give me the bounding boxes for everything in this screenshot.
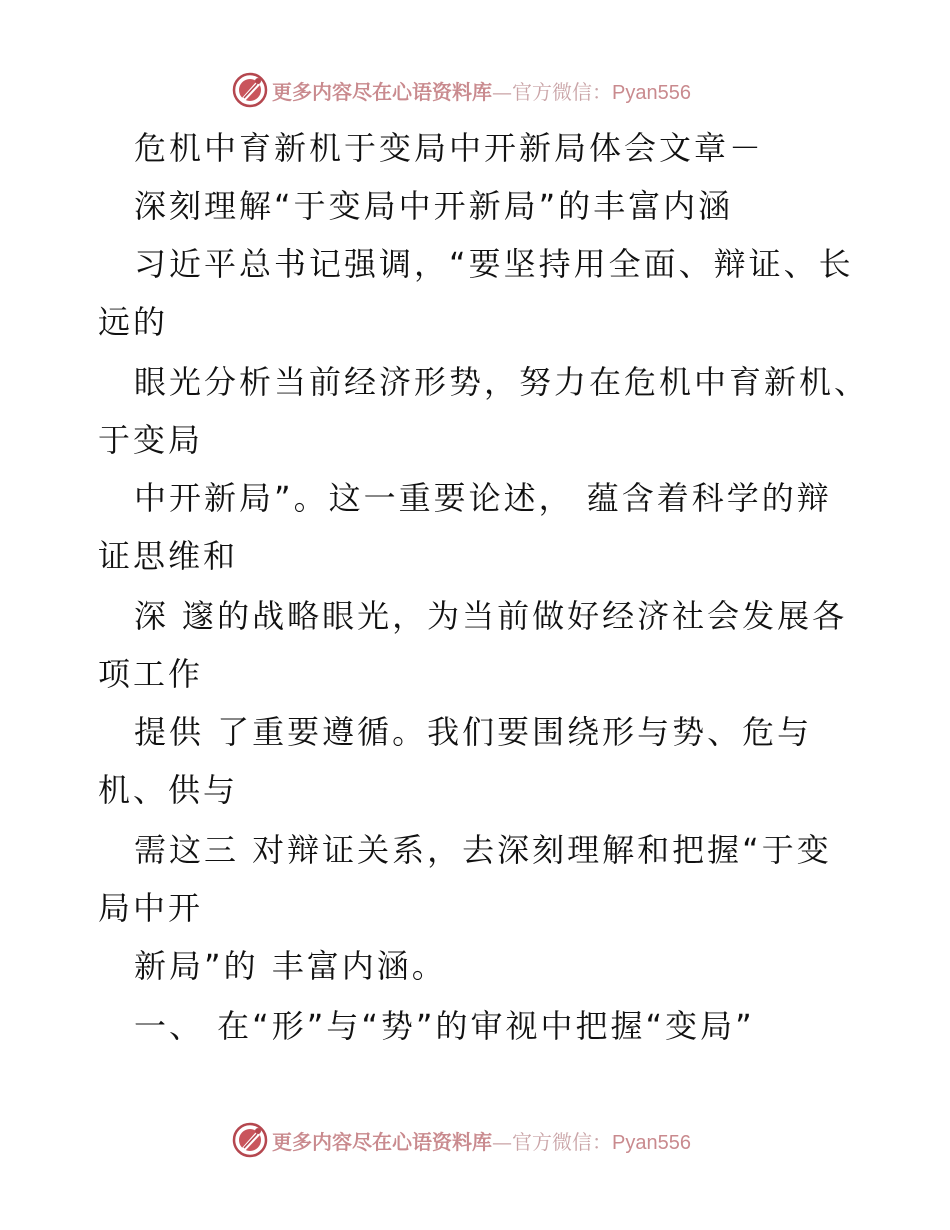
paragraph-line: 新局”的 丰富内涵。 [134, 947, 447, 985]
banner-wechat-label: 官方微信： [512, 79, 612, 104]
paragraph-line: 习近平总书记强调，“要坚持用全面、辩证、长 [134, 245, 854, 283]
banner-separator: — [492, 79, 512, 104]
banner-wechat-handle: Pyan556 [612, 81, 691, 104]
footer-banner [232, 1120, 691, 1160]
paragraph-line: 深 邃的战略眼光，为当前做好经济社会发展各 [134, 597, 848, 635]
banner-separator: — [492, 1129, 512, 1154]
header-banner [232, 70, 691, 110]
banner-brand-text: 更多内容尽在心语资料库 [272, 79, 492, 104]
quill-pen-seal-icon [232, 1122, 268, 1158]
paragraph-line: 机、供与 [98, 771, 239, 809]
quill-pen-seal-icon [232, 72, 268, 108]
paragraph-line: 需这三 对辩证关系，去深刻理解和把握“于变 [134, 831, 832, 869]
document-title-line-2: 深刻理解“于变局中开新局”的丰富内涵 [134, 187, 734, 225]
banner-wechat-label: 官方微信： [512, 1129, 612, 1154]
paragraph-line: 证思维和 [98, 537, 239, 575]
paragraph-line: 局中开 [98, 889, 204, 927]
document-title-line-1: 危机中育新机于变局中开新局体会文章－ [134, 129, 765, 167]
banner-wechat-handle: Pyan556 [612, 1131, 691, 1154]
paragraph-line: 于变局 [98, 421, 204, 459]
paragraph-line: 项工作 [98, 655, 204, 693]
paragraph-line: 眼光分析当前经济形势，努力在危机中育新机、 [134, 363, 870, 401]
banner-brand-text: 更多内容尽在心语资料库 [272, 1129, 492, 1154]
paragraph-line: 中开新局”。这一重要论述， 蕴含着科学的辩 [134, 479, 832, 517]
paragraph-line: 远的 [98, 303, 169, 341]
paragraph-line: 提供 了重要遵循。我们要围绕形与势、危与 [134, 713, 813, 751]
section-heading: 一、 在“形”与“势”的审视中把握“变局” [134, 1007, 755, 1045]
